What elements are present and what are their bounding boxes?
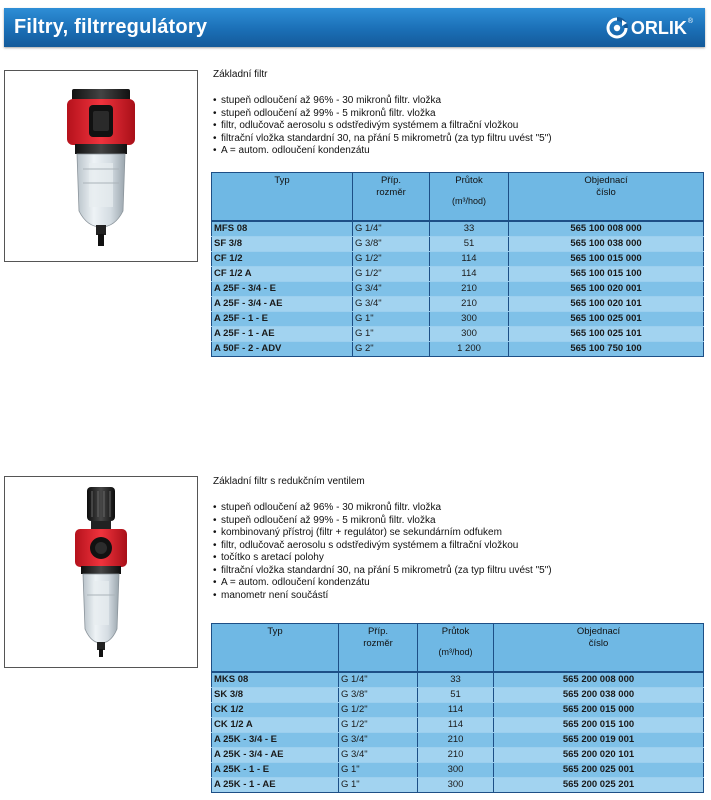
- table-row: [212, 237, 704, 252]
- cell-typ: CK 1/2: [212, 703, 339, 718]
- cell-cislo: 565 100 015 100: [509, 267, 704, 282]
- cell-typ: CF 1/2 A: [212, 267, 353, 282]
- cell-prutok: 210: [418, 748, 494, 763]
- filter-regulator-image: [5, 477, 197, 667]
- col-header-cislo: Objednací číslo: [509, 173, 704, 222]
- cell-prutok: 33: [430, 221, 509, 237]
- cell-cislo: 565 100 020 101: [509, 297, 704, 312]
- cell-rozmer: G 1/2": [339, 703, 418, 718]
- table-row: [212, 297, 704, 312]
- col-header-cislo: Objednací číslo: [494, 624, 704, 673]
- col-header-typ: Typ: [212, 173, 353, 222]
- orlik-logo-icon: [606, 17, 628, 39]
- section-title-filter: Základní filtr: [213, 69, 268, 80]
- cell-prutok: 210: [418, 733, 494, 748]
- cell-typ: A 25F - 3/4 - AE: [212, 297, 353, 312]
- cell-rozmer: G 3/4": [339, 748, 418, 763]
- cell-typ: SF 3/8: [212, 237, 353, 252]
- cell-rozmer: G 2": [353, 342, 430, 357]
- cell-prutok: 114: [430, 252, 509, 267]
- cell-typ: A 50F - 2 - ADV: [212, 342, 353, 357]
- table-row: [212, 718, 704, 733]
- col-header-rozmer: Příp. rozměr: [353, 173, 430, 222]
- cell-typ: A 25F - 1 - AE: [212, 327, 353, 342]
- cell-prutok: 300: [430, 327, 509, 342]
- cell-prutok: 33: [418, 672, 494, 688]
- cell-cislo: 565 200 015 000: [494, 703, 704, 718]
- table-row: [212, 672, 704, 688]
- orlik-logo: [606, 16, 693, 40]
- page-title: Filtry, filtrregulátory: [14, 16, 208, 38]
- feature-item: • filtr, odlučovač aerosolu s odstředivým systémem a filtrační vložkou: [213, 540, 552, 553]
- table-row: [212, 778, 704, 793]
- col-header-prutok: Průtok (m³/hod): [430, 173, 509, 222]
- feature-item: • filtr, odlučovač aerosolu s odstředivým systémem a filtrační vložkou: [213, 120, 552, 133]
- cell-rozmer: G 1": [339, 763, 418, 778]
- logo-text: ORLIK: [630, 17, 687, 38]
- cell-typ: MKS 08: [212, 672, 339, 688]
- cell-typ: CF 1/2: [212, 252, 353, 267]
- feature-item: • kombinovaný přístroj (filtr + regulátor) se sekundárním odfukem: [213, 527, 552, 540]
- feature-item: • stupeň odloučení až 96% - 30 mikronů filtr. vložka: [213, 95, 552, 108]
- cell-cislo: 565 200 020 101: [494, 748, 704, 763]
- cell-rozmer: G 3/8": [339, 688, 418, 703]
- feature-item: • filtrační vložka standardní 30, na přání 5 mikrometrů (za typ filtru uvést "5"): [213, 565, 552, 578]
- cell-typ: A 25K - 3/4 - E: [212, 733, 339, 748]
- table-row: [212, 267, 704, 282]
- product-photo-filter-regulator: [4, 476, 198, 668]
- cell-prutok: 1 200: [430, 342, 509, 357]
- table-row: [212, 703, 704, 718]
- cell-rozmer: G 1/2": [353, 252, 430, 267]
- spec-table-filter: [211, 172, 704, 357]
- cell-prutok: 300: [418, 778, 494, 793]
- feature-item: • filtrační vložka standardní 30, na přání 5 mikrometrů (za typ filtru uvést "5"): [213, 133, 552, 146]
- cell-prutok: 114: [430, 267, 509, 282]
- feature-list-filter-regulator: [213, 502, 552, 602]
- cell-cislo: 565 200 015 100: [494, 718, 704, 733]
- product-photo-filter: [4, 70, 198, 262]
- cell-rozmer: G 1/4": [339, 672, 418, 688]
- cell-prutok: 300: [430, 312, 509, 327]
- cell-cislo: 565 200 025 001: [494, 763, 704, 778]
- cell-rozmer: G 3/8": [353, 237, 430, 252]
- cell-rozmer: G 3/4": [353, 282, 430, 297]
- cell-rozmer: G 1/2": [339, 718, 418, 733]
- spec-table-filter-regulator: [211, 623, 704, 793]
- table-header-row: [212, 624, 704, 673]
- cell-cislo: 565 100 008 000: [509, 221, 704, 237]
- table-row: [212, 763, 704, 778]
- cell-typ: A 25K - 3/4 - AE: [212, 748, 339, 763]
- cell-cislo: 565 200 019 001: [494, 733, 704, 748]
- cell-rozmer: G 3/4": [339, 733, 418, 748]
- table-row: [212, 327, 704, 342]
- cell-cislo: 565 200 025 201: [494, 778, 704, 793]
- table-row: [212, 282, 704, 297]
- col-header-prutok: Průtok (m³/hod): [418, 624, 494, 673]
- cell-rozmer: G 1": [353, 312, 430, 327]
- table-row: [212, 312, 704, 327]
- cell-cislo: 565 100 025 101: [509, 327, 704, 342]
- cell-cislo: 565 200 038 000: [494, 688, 704, 703]
- col-header-typ: Typ: [212, 624, 339, 673]
- cell-prutok: 114: [418, 703, 494, 718]
- cell-rozmer: G 3/4": [353, 297, 430, 312]
- table-row: [212, 252, 704, 267]
- cell-typ: SK 3/8: [212, 688, 339, 703]
- cell-prutok: 51: [418, 688, 494, 703]
- feature-item: • točítko s aretací polohy: [213, 552, 552, 565]
- feature-item: • A = autom. odloučení kondenzátu: [213, 577, 552, 590]
- cell-prutok: 51: [430, 237, 509, 252]
- cell-typ: A 25K - 1 - E: [212, 763, 339, 778]
- cell-prutok: 210: [430, 282, 509, 297]
- cell-cislo: 565 200 008 000: [494, 672, 704, 688]
- cell-typ: A 25F - 1 - E: [212, 312, 353, 327]
- col-header-rozmer: Příp. rozměr: [339, 624, 418, 673]
- table-row: [212, 342, 704, 357]
- table-row: [212, 748, 704, 763]
- cell-rozmer: G 1/2": [353, 267, 430, 282]
- cell-rozmer: G 1": [353, 327, 430, 342]
- feature-list-filter: [213, 95, 552, 158]
- cell-typ: A 25K - 1 - AE: [212, 778, 339, 793]
- feature-item: • A = autom. odloučení kondenzátu: [213, 145, 552, 158]
- cell-prutok: 210: [430, 297, 509, 312]
- table-row: [212, 221, 704, 237]
- cell-rozmer: G 1": [339, 778, 418, 793]
- cell-prutok: 300: [418, 763, 494, 778]
- table-row: [212, 688, 704, 703]
- cell-cislo: 565 100 015 000: [509, 252, 704, 267]
- feature-item: • stupeň odloučení až 96% - 30 mikronů filtr. vložka: [213, 502, 552, 515]
- cell-cislo: 565 100 020 001: [509, 282, 704, 297]
- feature-item: • manometr není součástí: [213, 590, 552, 603]
- cell-cislo: 565 100 025 001: [509, 312, 704, 327]
- table-header-row: [212, 173, 704, 222]
- feature-item: • stupeň odloučení až 99% - 5 mikronů filtr. vložka: [213, 515, 552, 528]
- cell-cislo: 565 100 750 100: [509, 342, 704, 357]
- cell-typ: A 25F - 3/4 - E: [212, 282, 353, 297]
- cell-prutok: 114: [418, 718, 494, 733]
- cell-typ: MFS 08: [212, 221, 353, 237]
- air-filter-image: [5, 71, 197, 261]
- feature-item: • stupeň odloučení až 99% - 5 mikronů filtr. vložka: [213, 108, 552, 121]
- cell-cislo: 565 100 038 000: [509, 237, 704, 252]
- cell-typ: CK 1/2 A: [212, 718, 339, 733]
- section-title-filter-regulator: Základní filtr s redukčním ventilem: [213, 476, 365, 487]
- logo-trademark: ®: [687, 17, 693, 25]
- page-header: [4, 8, 705, 47]
- cell-rozmer: G 1/4": [353, 221, 430, 237]
- table-row: [212, 733, 704, 748]
